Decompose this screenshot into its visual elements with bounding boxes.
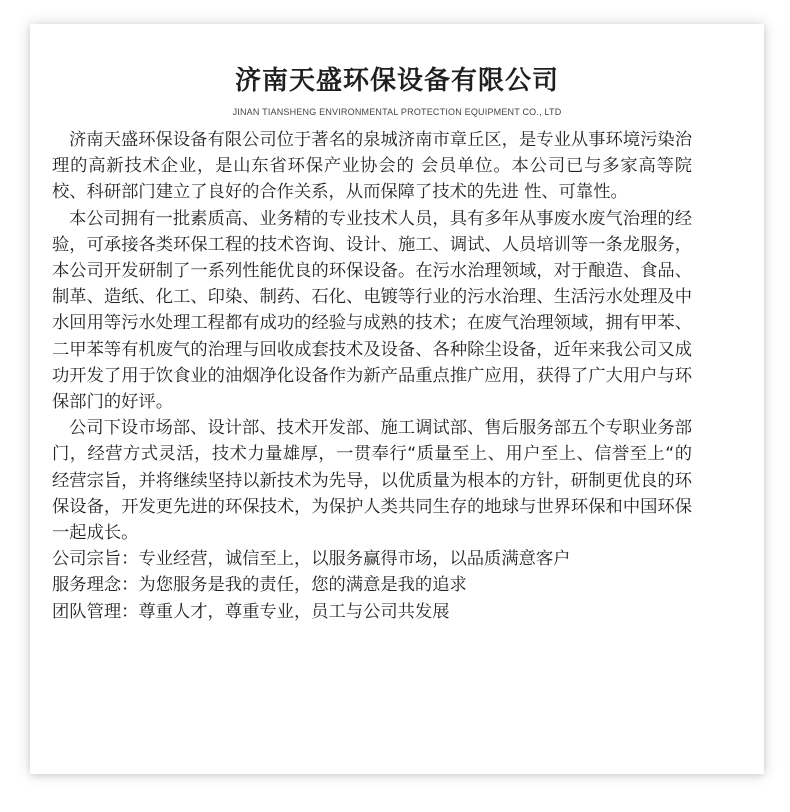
company-mission-line: 公司宗旨：专业经营，诚信至上，以服务赢得市场，以品质满意客户 [52, 549, 571, 570]
intro-paragraph-1: 济南天盛环保设备有限公司位于著名的泉城济南市章丘区，是专业从事环境污染治理的高新技术企业，是山东省环保产业协会的 会员单位。本公司已与多家高等院校、科研部门建立了良好的合作关系，从而保障了技术的先进 性、可靠性。 [52, 130, 692, 203]
company-name-title: 济南天盛环保设备有限公司 [234, 66, 559, 96]
team-management-line: 团队管理：尊重人才，尊重专业，员工与公司共发展 [52, 601, 450, 622]
intro-paragraph-2: 本公司拥有一批素质高、业务精的专业技术人员，具有多年从事废水废气治理的经验，可承接各类环保工程的技术咨询、设计、施工、调试、人员培训等一条龙服务，本公司开发研制了一系列性能优良的环保设备。在污水治理领域，对于酿造、食品、制革、造纸、化工、印染、制药、石化、电镀等行业的污水治理、生活污水处理及中水回用等污水处理工程都有成功的经验与成熟的技术；在废气治理领域，拥有甲苯、二甲苯等有机废气的治理与回收成套技术及设备、各种除尘设备，近年来我公司又成功开发了用于饮食业的油烟净化设备作为新产品重点推广应用，获得了广大用户与环保部门的好评。 [52, 208, 692, 413]
service-philosophy-line: 服务理念：为您服务是我的责任，您的满意是我的追求 [52, 575, 467, 596]
intro-paragraph-3: 公司下设市场部、设计部、技术开发部、施工调试部、售后服务部五个专职业务部门，经营方式灵活，技术力量雄厚，一贯奉行“质量至上、用户至上、信誉至上“的经营宗旨，并将继续坚持以新技术为先导，以优质量为根本的方针，研制更优良的环保设备，开发更先进的环保技术，为保护人类共同生存的地球与世界环保和中国环保一起成长。 [52, 418, 692, 544]
company-introduction [52, 127, 692, 625]
company-name-english: JINAN TIANSHENG ENVIRONMENTAL PROTECTION EQUIPMENT CO., LTD [232, 107, 562, 117]
